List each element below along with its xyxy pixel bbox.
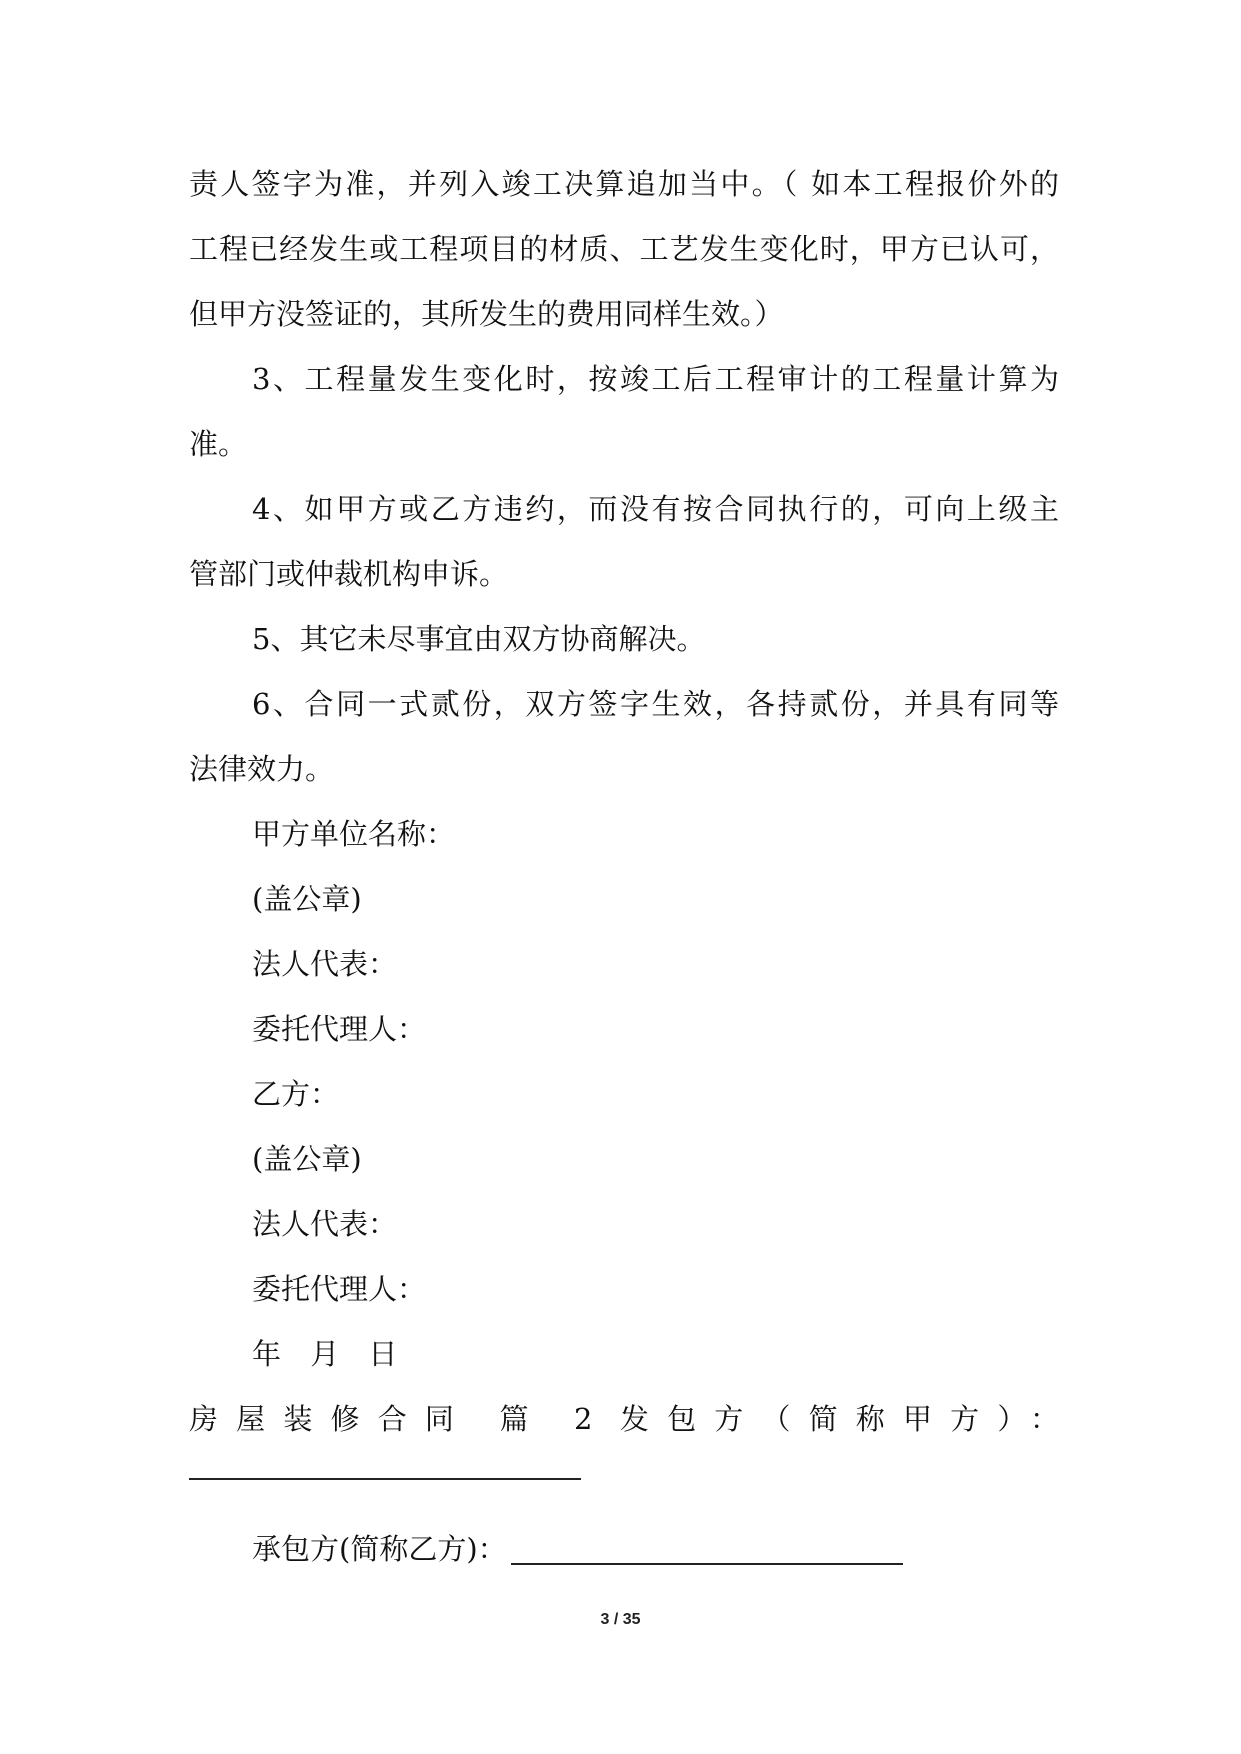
party-a-name-label: 甲方单位名称：: [252, 817, 456, 851]
clause-4: 4、如甲方或乙方违约，而没有按合同执行的，可向上级主: [252, 492, 1059, 526]
paragraph-line: 责人签字为准，并列入竣工决算追加当中。（ 如本工程报价外的: [189, 167, 1059, 201]
paragraph-line: 准。: [189, 427, 248, 461]
paragraph-line: 工程已经发生或工程项目的材质、工艺发生变化时，甲方已认可，: [189, 232, 1059, 266]
clause-6: 6、合同一式贰份，双方签字生效，各持贰份，并具有同等: [252, 687, 1059, 721]
date-label: 年 月 日: [252, 1337, 408, 1371]
page-number: 3 / 35: [600, 1611, 641, 1628]
clause-3: 3、工程量发生变化时，按竣工后工程审计的工程量计算为: [252, 362, 1059, 396]
party-b-seal-label: (盖公章): [252, 1142, 362, 1176]
party-b-legal-rep-label: 法人代表：: [252, 1207, 398, 1241]
contractor-line: [252, 1529, 1059, 1569]
party-a-seal-label: (盖公章): [252, 882, 362, 916]
clause-5: 5、其它未尽事宜由双方协商解决。: [252, 622, 706, 656]
contract-title-line: 房屋装修合同 篇 2 发包方（简称甲方）：: [189, 1402, 1059, 1436]
party-b-agent-label: 委托代理人：: [252, 1272, 427, 1306]
paragraph-line: 但甲方没签证的，其所发生的费用同样生效。）: [189, 297, 784, 331]
party-b-label: 乙方：: [252, 1077, 340, 1111]
party-a-legal-rep-label: 法人代表：: [252, 947, 398, 981]
blank-underline: [189, 1478, 581, 1480]
paragraph-line: 法律效力。: [189, 752, 335, 786]
contractor-label: 承包方(简称乙方)：: [252, 1532, 507, 1566]
party-a-agent-label: 委托代理人：: [252, 1012, 427, 1046]
blank-underline: [511, 1563, 903, 1565]
paragraph-line: 管部门或仲裁机构申诉。: [189, 557, 509, 591]
